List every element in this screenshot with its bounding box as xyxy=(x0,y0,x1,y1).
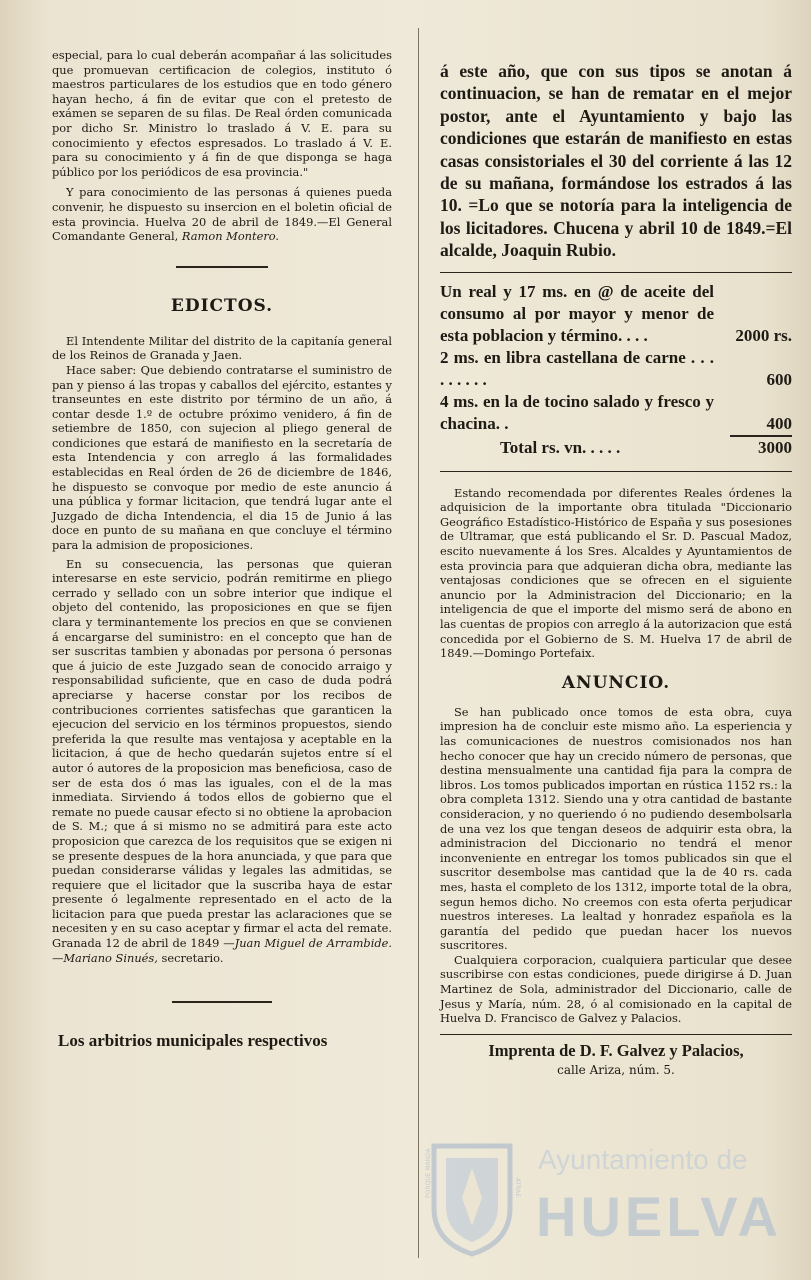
tariff-top-rule xyxy=(440,272,792,273)
tariff-row xyxy=(440,347,792,391)
tariff-amount: 600 xyxy=(766,369,792,389)
svg-text:ATRAE: ATRAE xyxy=(514,1178,521,1198)
left-column xyxy=(52,48,392,1051)
watermark-line-2: HUELVA xyxy=(536,1185,782,1248)
watermark-line-1: Ayuntamiento de xyxy=(538,1144,748,1175)
tariff-bottom-rule xyxy=(440,471,792,472)
recomendada-paragraph: Estando recomendada por diferentes Reales órdenes la adquisicion de la importante obra titulada "Diccionario Geográfico Estadístico-Histórico de España y sus posesiones de Ultramar, que está publicando el Sr. D. Pascual Madoz, escito nuevamente á los Sres. Alcaldes y Ayuntamientos de esta provincia para que adquieran dicha obra, mediante las ventajosas condiciones que se ofrecen en el siguiente anuncio por la Administracion del Diccionario; en la inteligencia de que el importe del mismo será de abono en las cuentas de propios con arreglo á la autorizacion que está concedida por el Gobierno de S. M. Huelva 17 de abril de 1849.—Domingo Portefaix. xyxy=(440,485,792,661)
edicto-header-paragraph: El Intendente Militar del distrito de la capitanía general de los Reinos de Granada y Jaen. xyxy=(52,333,392,363)
edicto-body-paragraph: Hace saber: Que debiendo contratarse el suministro de pan y pienso á las tropas y caballos del ejército, estantes y transeuntes en este distrito por término de un año, á contar desde 1.º de octubre próximo venidero, á fin de setiembre de 1850, con sujecion al pliego general de condiciones que estará de manifiesto en la secretaría de esta Intendencia y con arreglo á las formalidades establecidas en Real órden de 26 de diciembre de 1846, he dispuesto se convoque por medio de este anuncio á una pública y formar licitacion, que tendrá lugar ante el Juzgado de dicha Intendencia, el dia 15 de Junio á las doce en punto de su mañana en que concluye el término para la admision de proposiciones. xyxy=(52,362,392,553)
edictos-heading: EDICTOS. xyxy=(170,295,274,316)
anuncio-paragraph-2: Cualquiera corporacion, cualquiera particular que desee suscribirse con estas condiciones, puede dirigirse á D. Juan Martinez de Sola, administrador del Diccionario, calle de Jesus y María, núm. 28, ó al comisionado en la capital de Huelva D. Francisco de Galvez y Palacios. xyxy=(440,952,792,1026)
edicto-conditions-text: En su consecuencia, las personas que quieran interesarse en este servicio, podrán remitirme en pliego cerrado y sellado con un sobre interior que indique el objeto del contenido, las proposiciones en que se fijen clara y terminantemente los precios en que se convienen á encargarse del suministro: en el concepto que han de ser suscritas tambien y abonadas por persona ó personas que á juicio de este Juzgado sean de conocido arraigo y responsabilidad suficiente, que en caso de duda podrá apreciarse y hacerse constar por los recibos de contribuciones corrientes satisfechas que garanticen la ejecucion del servicio en los términos propuestos, siendo preferida la que resulte mas ventajosa y aceptable en la licitacion, á que de hecho quedarán sujetos entre sí el autor ó autores de la proposicion mas beneficiosa, caso de ser de esta dos ó mas las iguales, con el de la mas inmediata. Sirviendo á todos ellos de gobierno que el remate no puede causar efecto si no obtiene la aprobacion de S. M.; que á si mismo no se admitirá para este acto proposicion que carezca de los requisitos que se exigen ni se presente despues de la hora anunciada, y que para que puedan considerarse válidas y legales las admitidas, se requiere que el licitador que la suscriba haya de estar presente ó legalmente representado en el acto de la licitacion para que pueda prestar las aclaraciones que se necesiten y en su caso aceptar y firmar el acta del remate. Granada 12 de abril de 1849 — xyxy=(52,556,392,951)
tariff-row xyxy=(440,281,792,347)
intro-closing-text: Y para conocimiento de las personas á quienes pueda convenir, he dispuesto su insercion en el boletin oficial de esta provincia. Huelva 20 de abril de 1849.—El General Comandante General, xyxy=(52,185,392,244)
total-label: Total rs. vn. . . . . xyxy=(500,437,621,457)
arbitrios-heading: Los arbitrios municipales respectivos xyxy=(58,1031,328,1051)
intro-paragraph: especial, para lo cual deberán acompañar á las solicitudes que promuevan certificacion de colegios, instituto ó maestros particulares de los estudios que en todo género hayan hecho, á fin de evitar que con el pretesto de exámen se separen de su filas. De Real órden comunicada por dicho Sr. Ministro lo traslado á V. E. para su conocimiento y efectos espresados. Lo traslado á V. E. para su conocimiento y á fin de que disponga se haga público por los periódicos de esa provincia." xyxy=(52,48,392,179)
section-rule xyxy=(176,266,268,268)
tariff-label: 4 ms. en la de tocino salado y fresco y chacina. . xyxy=(440,391,714,433)
tariff-row xyxy=(440,391,792,435)
column-divider xyxy=(418,28,419,1258)
tariff-amount: 2000 rs. xyxy=(735,325,792,345)
total-amount: 3000 xyxy=(758,437,792,457)
imprenta-address: calle Ariza, núm. 5. xyxy=(557,1062,675,1077)
tariff-label: 2 ms. en libra castellana de carne . . . . . . . . . xyxy=(440,347,714,389)
anuncio-heading: ANUNCIO. xyxy=(561,672,671,693)
edicto-signature-role: secretario. xyxy=(157,950,224,965)
intro-closing-paragraph xyxy=(52,185,392,243)
intro-signature: Ramon Montero. xyxy=(181,229,280,244)
tariff-label: Un real y 17 ms. en @ de aceite del consumo al por mayor y menor de esta poblacion y término. . . . xyxy=(440,281,714,345)
imprenta-name: Imprenta de D. F. Galvez y Palacios, xyxy=(488,1040,744,1060)
right-column xyxy=(440,60,792,1077)
section-rule-bottom xyxy=(172,1001,272,1003)
tariff-table xyxy=(440,281,792,459)
imprenta-rule xyxy=(440,1034,792,1035)
edicto-conditions-paragraph xyxy=(52,557,392,966)
city-seal-icon xyxy=(424,1138,520,1258)
edicto-signature: Juan Miguel de Arrambide.—Mariano Sinués, xyxy=(52,936,392,965)
svg-text:PORQUE MANDA: PORQUE MANDA xyxy=(425,1148,432,1198)
tariff-amount: 400 xyxy=(766,413,792,433)
remate-paragraph: á este año, que con sus tipos se anotan á continuacion, se han de rematar en el mejor postor, ante el Ayuntamiento y bajo las condiciones que estarán de manifiesto en estas casas consistoriales el 30 del corriente á las 12 de su mañana, formándose los estrados á las 10. =Lo que se notoría para la inteligencia de los licitadores. Chucena y abril 10 de 1849.=El alcalde, Joaquin Rubio. xyxy=(440,61,792,261)
anuncio-paragraph-1: Se han publicado once tomos de esta obra, cuya impresion ha de concluir este mismo año. La esperiencia y las comunicaciones de nuestros comisionados nos han hecho conocer que hay un crecido número de personas, que destina mensualmente una cantidad fija para la compra de libros. Los tomos publicados importan en rústica 1152 rs.: la obra completa 1312. Siendo una y otra cantidad de bastante consideracion, y no queriendo ó no pudiendo desembolsarla de una vez los que tengan deseos de adquirir esta obra, la administracion del Diccionario no tendrá el menor inconveniente en entregar los tomos publicados sin que el suscritor desembolse mas cantidad que la de 40 rs. cada mes, hasta el completo de los 1312, importe total de la obra, segun hemos dicho. No creemos con esta oferta perjudicar nuestros intereses. La lealtad y honradez española es la garantía del pedido que puedan hacer los nuevos suscritores. xyxy=(440,704,792,953)
archive-watermark xyxy=(408,1134,788,1274)
